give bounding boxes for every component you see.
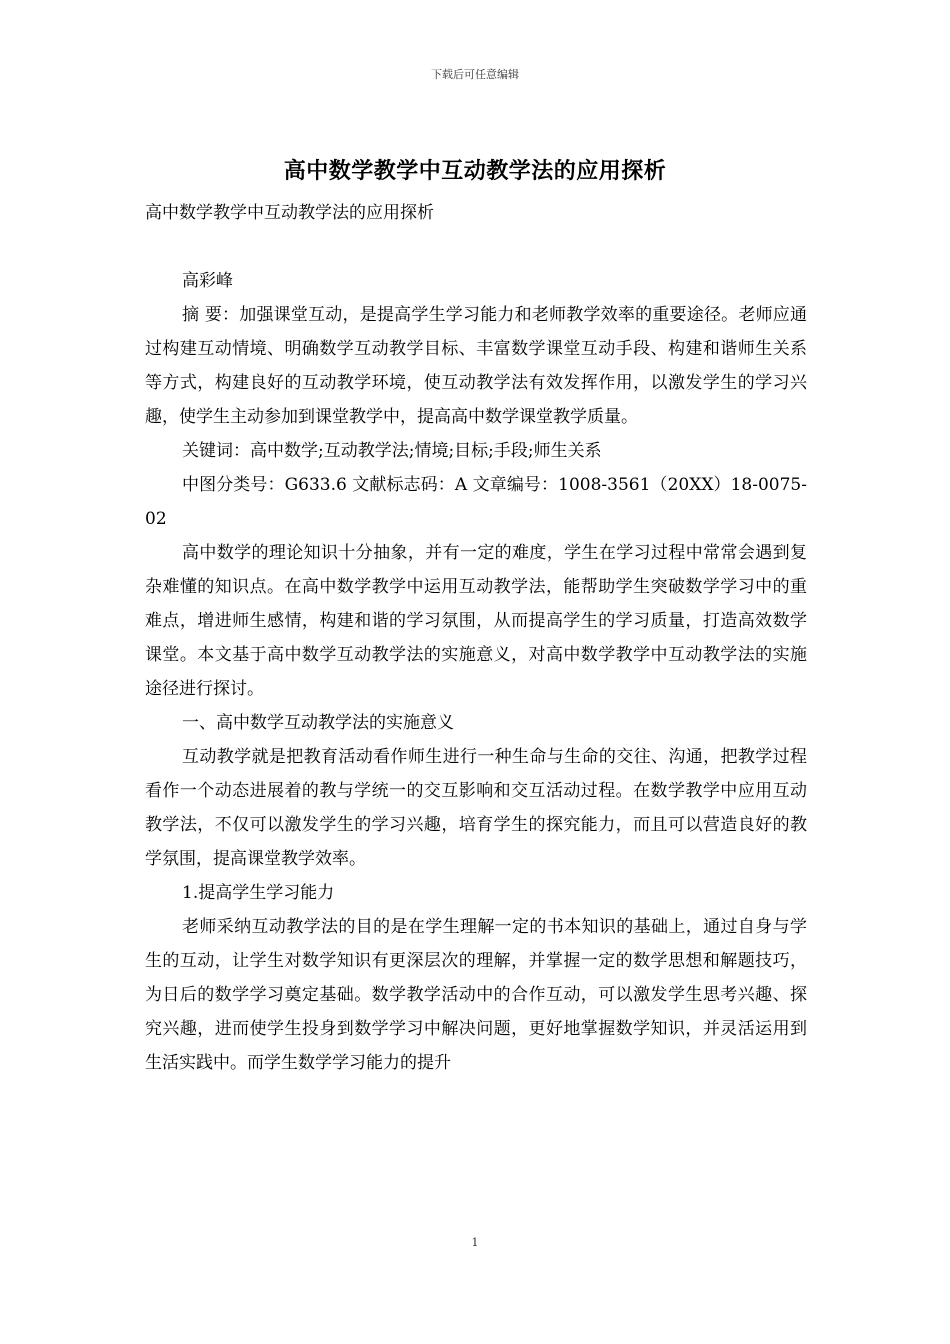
- body-paragraph: 互动教学就是把教育活动看作师生进行一种生命与生命的交往、沟通，把教学过程看作一个动态进展着的教与学统一的交互影响和交互活动过程。在数学教学中应用互动教学法，不仅可以激发学生的学习兴趣，培育学生的探究能力，而且可以营造良好的教学氛围，提高课堂教学效率。: [145, 747, 807, 869]
- intro-paragraph: 高中数学的理论知识十分抽象，并有一定的难度，学生在学习过程中常常会遇到复杂难懂的知识点。在高中数学教学中运用互动教学法，能帮助学生突破数学学习中的重难点，增进师生感情，构建和谐的学习氛围，从而提高学生的学习质量，打造高效数学课堂。本文基于高中数学互动教学法的实施意义，对高中数学教学中互动教学法的实施途径进行探讨。: [145, 543, 807, 699]
- page-header: 下载后可任意编辑: [431, 68, 519, 81]
- subsection-heading: 1.提高学生学习能力: [182, 883, 335, 903]
- page-number: 1: [471, 1236, 479, 1249]
- section-heading: 一、高中数学互动教学法的实施意义: [182, 713, 454, 733]
- document-subtitle: 高中数学教学中互动教学法的应用探析: [145, 203, 434, 223]
- body-paragraph: 老师采纳互动教学法的目的是在学生理解一定的书本知识的基础上，通过自身与学生的互动，让学生对数学知识有更深层次的理解，并掌握一定的数学思想和解题技巧，为日后的数学学习奠定基础。数学教学活动中的合作互动，可以激发学生思考兴趣、探究兴趣，进而使学生投身到数学学习中解决问题，更好地掌握数学知识，并灵活运用到生活实践中。而学生数学学习能力的提升: [145, 917, 807, 1073]
- keywords-line: 关键词：高中数学;互动教学法;情境;目标;手段;师生关系: [182, 441, 602, 461]
- author-name: 高彩峰: [182, 271, 233, 291]
- classification-line: 中图分类号：G633.6 文献标志码：A 文章编号：1008-3561（20XX）18-0075-02: [145, 475, 807, 529]
- document-title: 高中数学教学中互动教学法的应用探析: [283, 158, 667, 184]
- abstract-paragraph: 摘 要：加强课堂互动，是提高学生学习能力和老师教学效率的重要途径。老师应通过构建互动情境、明确数学互动教学目标、丰富数学课堂互动手段、构建和谐师生关系等方式，构建良好的互动教学环境，使互动教学法有效发挥作用，以激发学生的学习兴趣，使学生主动参加到课堂教学中，提高高中数学课堂教学质量。: [145, 305, 807, 427]
- document-body: [145, 196, 807, 1080]
